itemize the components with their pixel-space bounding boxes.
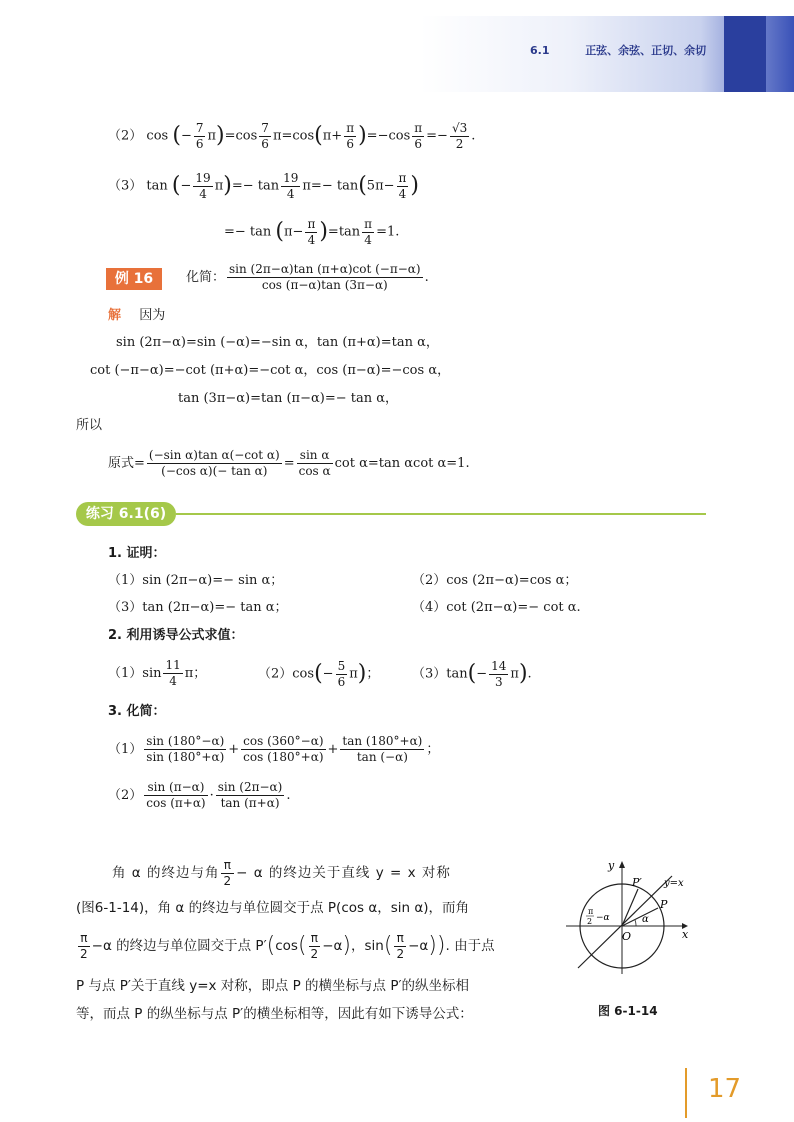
equation-part-3-line-1: （3） tan (− $\frac{19}{4}$ π)=− tan $\frac{19}{4}$ π=− tan(5π− $\frac{\pi}{4}$ ) <box>108 170 419 201</box>
q3-a: （1） $\frac{\sin (180^\circ-\alpha)}{\sin (180^\circ+\alpha)}$ + $\frac{\cos (360^\circ-\alpha)}{\cos (180^\circ+\alpha)}$ + $\frac{\tan (180^\circ+\alpha)}{\tan (-\alpha)}$ ； <box>108 734 440 764</box>
solution-line-3: tan (3π−α)=tan (π−α)=− tan α， <box>178 391 399 406</box>
num: (−sin α)tan α(−cot α) <box>148 448 280 462</box>
paren: ) <box>223 173 232 198</box>
example-tag: 例 16 <box>106 268 162 290</box>
label: （3） <box>108 178 143 194</box>
num: 7 <box>261 120 269 135</box>
q2-a <box>108 656 206 692</box>
fraction <box>259 121 271 152</box>
den: tan (π+α) <box>220 796 280 810</box>
text: 角 α 的终边与角 <box>112 865 220 881</box>
num: 19 <box>283 170 299 185</box>
paren: ( <box>275 219 284 244</box>
fraction <box>309 931 321 962</box>
paren: ( <box>383 933 393 958</box>
paren: ( <box>266 933 276 958</box>
den: cos (180°+α) <box>243 750 324 764</box>
text: =1. <box>376 224 400 240</box>
text: cot α=tan αcot α=1. <box>334 456 470 471</box>
den: tan (−α) <box>356 750 408 764</box>
num: π <box>346 120 355 135</box>
num: 19 <box>195 170 211 185</box>
text: =− tan <box>231 178 280 194</box>
text: ，sin <box>351 938 384 954</box>
text: π+ <box>322 128 343 144</box>
text: （1）sin <box>108 666 162 681</box>
den: cos (π+α) <box>146 796 206 810</box>
num: sin (π−α) <box>144 780 207 796</box>
q1-b: （2）cos (2π−α)=cos α； <box>412 573 578 588</box>
running-header <box>530 42 706 58</box>
paren: ) <box>518 661 528 686</box>
paren: ( <box>314 123 323 148</box>
text: · <box>209 788 214 803</box>
text: ； <box>366 666 380 682</box>
page-number: 17 <box>708 1074 742 1104</box>
point-p-prime-label: P′ <box>632 876 642 889</box>
fraction <box>241 734 325 765</box>
text: π <box>207 128 217 144</box>
solution-so: 所以 <box>76 418 103 433</box>
fraction <box>78 931 90 962</box>
alpha-label: α <box>642 914 649 925</box>
paren: ) <box>428 933 437 958</box>
text: （1） <box>108 742 143 757</box>
text: =− <box>426 128 448 144</box>
num: sin α <box>297 448 333 464</box>
den: 2 <box>455 136 464 151</box>
fraction <box>163 658 182 689</box>
origin-label: O <box>622 930 632 943</box>
den: 4 <box>199 186 207 201</box>
den: 6 <box>346 136 354 151</box>
den: (−cos α)(− tan α) <box>161 464 268 478</box>
text: π； <box>184 666 207 681</box>
para-line-3 <box>76 928 495 964</box>
text: π=cos <box>272 128 315 144</box>
q1-a: （1）sin (2π−α)=− sin α； <box>108 573 284 588</box>
num: 7 <box>195 120 204 135</box>
num: π <box>221 858 234 874</box>
section-number: 6.1 <box>530 44 550 57</box>
num: tan (180°+α) <box>342 734 423 748</box>
num: π <box>307 216 316 231</box>
y-label: y <box>608 859 615 872</box>
num: sin (2π−α)tan (π+α)cot (−π−α) <box>229 262 421 276</box>
paren: ( <box>172 123 181 148</box>
label: （2） <box>108 128 143 144</box>
point-p-label: P <box>660 898 668 911</box>
para-line-5: 等，而点 P 的纵坐标与点 P′的横坐标相等，因此有如下诱导公式： <box>76 1006 473 1022</box>
paren: ) <box>358 123 367 148</box>
num: √3 <box>451 120 468 135</box>
den: 4 <box>398 186 407 201</box>
text: π <box>510 666 519 682</box>
unit-circle-figure <box>560 856 710 980</box>
text: ； <box>426 742 440 757</box>
pi-label: π <box>588 907 594 916</box>
section-title: 正弦、余弦、正切、余切 <box>585 44 707 57</box>
fraction <box>281 171 300 202</box>
text: . <box>424 270 429 285</box>
y-axis-arrow <box>619 861 625 868</box>
fraction <box>227 262 423 293</box>
den: 6 <box>195 136 204 151</box>
x-label: x <box>682 928 689 941</box>
para-line-4: P 与点 P′关于直线 y=x 对称，即点 P 的横坐标与点 P′的纵坐标相 <box>76 978 470 994</box>
text: . <box>471 128 476 144</box>
example-prompt <box>186 260 429 296</box>
num: π <box>309 931 321 947</box>
num: π <box>394 931 406 947</box>
num: π <box>398 170 407 185</box>
para-line-2: (图6-1-14)，角 α 的终边与单位圆交于点 P(cos α，sin α)，而角 <box>76 900 470 916</box>
text: （3）tan <box>412 666 468 682</box>
q1-heading: 1. 证明： <box>108 546 166 561</box>
text: =− tan <box>224 224 272 240</box>
den: 4 <box>307 232 316 247</box>
text: . 由于点 <box>445 938 495 954</box>
den: 3 <box>494 674 503 689</box>
fraction <box>412 121 424 152</box>
fraction <box>144 734 226 765</box>
fraction <box>489 659 508 690</box>
text: − α 的终边关于直线 y = x 对称 <box>236 865 451 881</box>
text: 因为 <box>139 308 166 323</box>
angle-arc <box>635 920 636 926</box>
figure-caption: 图 6-1-14 <box>598 1004 658 1018</box>
den: sin (180°+α) <box>146 750 225 764</box>
fraction <box>216 780 285 811</box>
den: 6 <box>414 136 423 151</box>
num: cos (360°−α) <box>243 734 324 748</box>
q1-c: （3）tan (2π−α)=− tan α； <box>108 600 288 615</box>
den: 2 <box>223 873 233 888</box>
text: （2） <box>108 788 143 803</box>
text: −α <box>408 938 429 954</box>
paren: ( <box>297 933 307 958</box>
den: 2 <box>80 946 88 961</box>
text: cos <box>275 938 298 954</box>
fraction <box>340 734 424 765</box>
fraction <box>193 171 212 202</box>
num: sin (2π−α) <box>217 780 283 794</box>
den: 6 <box>261 136 269 151</box>
den: 2 <box>310 946 319 961</box>
solution-line-1: sin (2π−α)=sin (−α)=−sin α，tan (π+α)=tan α， <box>116 335 439 350</box>
fraction <box>344 121 356 152</box>
text: π=− tan <box>302 178 359 194</box>
minus-alpha-label: −α <box>596 913 610 923</box>
para-line-1 <box>112 856 451 890</box>
paren: ) <box>216 123 225 148</box>
num: π <box>364 216 373 231</box>
equation-part-2: （2） cos (− $\frac{7}{6}$ π)=cos $\frac{7}{6}$ π=cos(π+ $\frac{\pi}{6}$ )=−cos $\frac{\pi}{6}$ =− $\frac{√3}{2}$ . <box>108 120 476 151</box>
fraction <box>194 121 206 152</box>
text: . <box>286 788 291 803</box>
paren: ) <box>436 933 446 958</box>
paren: ) <box>319 219 328 244</box>
text: =tan <box>327 224 361 240</box>
fraction <box>397 171 409 202</box>
text: （2）cos <box>258 666 315 682</box>
fraction <box>297 448 333 479</box>
den: 6 <box>337 674 346 689</box>
q2-b: （2）cos(− $\frac{5}{6}$ π)； <box>258 658 380 689</box>
practice-divider <box>176 513 706 515</box>
text: π <box>214 178 224 194</box>
text: −α <box>322 938 343 954</box>
num: π <box>78 931 90 947</box>
q2-c: （3）tan(− $\frac{14}{3}$ π). <box>412 658 532 689</box>
two-label: 2 <box>587 917 593 926</box>
paren: ) <box>410 173 419 198</box>
text: tan <box>146 178 168 194</box>
solution-label: 解 <box>108 308 122 323</box>
text: =−cos <box>366 128 411 144</box>
solution-result <box>108 444 470 484</box>
den: cos (π−α)tan (3π−α) <box>261 278 388 292</box>
den: cos α <box>298 464 331 478</box>
text: cos <box>146 128 169 144</box>
text: 5π− <box>366 178 395 194</box>
text: = <box>283 456 295 471</box>
fraction <box>144 780 207 811</box>
num: 14 <box>491 658 507 673</box>
text: π− <box>284 224 304 240</box>
paren: ) <box>357 661 367 686</box>
text: 化简： <box>186 270 226 285</box>
num: 11 <box>165 658 181 672</box>
paren: ( <box>467 661 477 686</box>
fraction <box>362 217 374 248</box>
q3-b <box>108 776 290 816</box>
den: 4 <box>286 186 295 201</box>
text: π <box>349 666 358 682</box>
fraction <box>221 858 234 889</box>
den: 4 <box>169 674 177 688</box>
num: sin (180°−α) <box>146 734 225 748</box>
paren: ( <box>171 173 181 198</box>
text: . <box>527 666 532 682</box>
fraction <box>394 931 406 962</box>
paren: ( <box>314 661 323 686</box>
page-number-bar <box>685 1068 687 1118</box>
num: π <box>414 120 423 135</box>
paren: ( <box>358 173 367 198</box>
practice-tag: 练习 6.1(6) <box>76 502 176 526</box>
text: 原式= <box>108 456 145 471</box>
q3-heading: 3. 化简： <box>108 704 166 719</box>
den: 4 <box>364 232 372 247</box>
num: 5 <box>337 658 346 673</box>
line-y-equals-x <box>578 876 672 968</box>
solution-line-2: cot (−π−α)=−cot (π+α)=−cot α，cos (π−α)=−cos α， <box>90 363 451 378</box>
den: 2 <box>396 946 405 961</box>
header-accent-block <box>724 16 766 92</box>
fraction <box>336 659 348 690</box>
q1-d: （4）cot (2π−α)=− cot α. <box>412 600 581 615</box>
equation-part-3-line-2 <box>224 214 399 250</box>
line-label: y=x <box>664 878 684 889</box>
fraction <box>450 121 469 152</box>
paren: ) <box>342 933 351 958</box>
fraction <box>147 448 282 479</box>
text: −α 的终边与单位圆交于点 P′ <box>91 938 267 954</box>
terminal-side-alpha <box>622 908 658 926</box>
q2-heading: 2. 利用诱导公式求值： <box>108 628 244 643</box>
solution-heading <box>108 306 165 326</box>
fraction <box>305 217 317 248</box>
terminal-side-complement <box>622 889 638 926</box>
text: =cos <box>224 128 258 144</box>
